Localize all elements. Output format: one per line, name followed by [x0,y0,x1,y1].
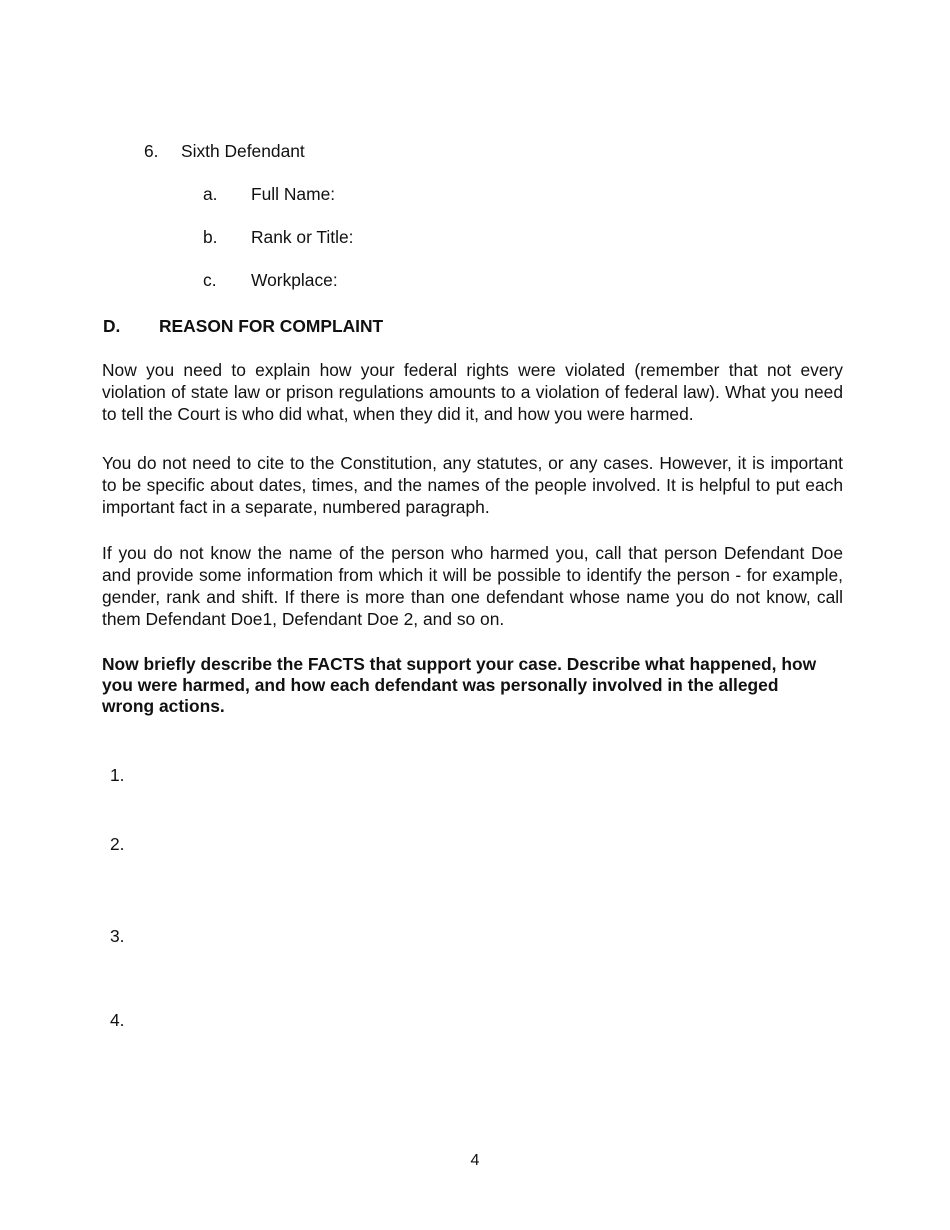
fact-number-1: 1. [110,765,125,785]
facts-instructions: Now briefly describe the FACTS that support your case. Describe what happened, how you were harmed, and how each defendant was personally involved in the alleged wrong actions. [102,654,817,716]
fact-number-4: 4. [110,1010,125,1030]
paragraph-federal-rights: Now you need to explain how your federal rights were violated (remember that not every violation of state law or prison regulations amounts to a violation of federal law). What you need to tell the Court is who did what, when they did it, and how you were harmed. [102,360,843,424]
field-letter-c: c. [203,270,217,290]
field-letter-a: a. [203,184,218,204]
page-number: 4 [470,1152,480,1169]
field-label-workplace: Workplace: [251,270,338,290]
paragraph-defendant-doe: If you do not know the name of the person who harmed you, call that person Defendant Doe and provide some information from which it will be possible to identify the person - for example, gender, rank and shift. If there is more than one defendant whose name you do not know, call them Defendant Doe1, Defendant Doe 2, and so on. [102,543,843,629]
section-heading: REASON FOR COMPLAINT [159,316,384,336]
fact-number-2: 2. [110,834,125,854]
field-label-rank-title: Rank or Title: [251,227,354,247]
field-label-full-name: Full Name: [251,184,336,204]
field-letter-b: b. [203,227,218,247]
fact-number-3: 3. [110,926,125,946]
section-letter: D. [103,316,121,336]
defendant-title: Sixth Defendant [181,141,305,161]
paragraph-citations: You do not need to cite to the Constitution, any statutes, or any cases. However, it is important to be specific about dates, times, and the names of the people involved. It is helpful to put each important fact in a separate, numbered paragraph. [102,453,843,517]
defendant-number: 6. [144,141,159,161]
